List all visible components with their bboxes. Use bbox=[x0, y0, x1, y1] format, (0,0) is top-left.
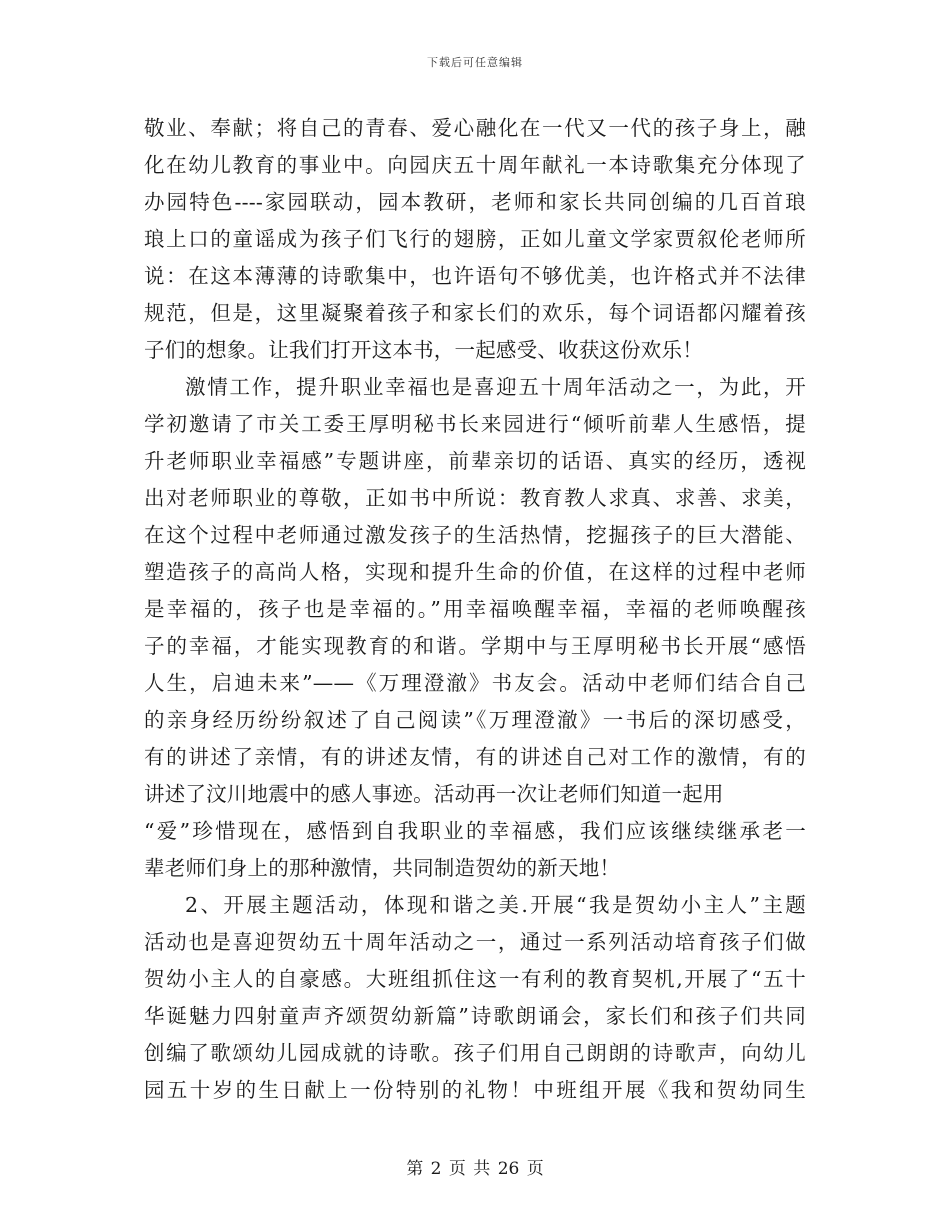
text-line: 辈老师们身上的那种激情，共同制造贺幼的新天地！ bbox=[144, 856, 621, 880]
text-line: 说：在这本薄薄的诗歌集中，也许语句不够优美，也许格式并不法律 bbox=[144, 264, 806, 288]
text-line: 办园特色----家园联动，园本教研，老师和家长共同创编的几百首琅 bbox=[144, 190, 806, 214]
text-line: 有的讲述了亲情，有的讲述友情，有的讲述自己对工作的激情，有的 bbox=[144, 745, 806, 769]
text-line: 子们的想象。让我们打开这本书，一起感受、收获这份欢乐！ bbox=[144, 338, 703, 362]
text-line: 学初邀请了市关工委王厚明秘书长来园进行“倾听前辈人生感悟，提 bbox=[144, 412, 806, 436]
page-header: 下载后可任意编辑 bbox=[427, 56, 523, 69]
text-line: 琅上口的童谣成为孩子们飞行的翅膀，正如儿童文学家贾叙伦老师所 bbox=[144, 227, 806, 251]
text-line: 塑造孩子的高尚人格，实现和提升生命的价值，在这样的过程中老师 bbox=[144, 560, 806, 584]
text-line: 规范，但是，这里凝聚着孩子和家长们的欢乐，每个词语都闪耀着孩 bbox=[144, 301, 806, 325]
text-line: 化在幼儿教育的事业中。向园庆五十周年献礼一本诗歌集充分体现了 bbox=[144, 153, 806, 177]
text-line: 子的幸福，才能实现教育的和谐。学期中与王厚明秘书长开展“感悟 bbox=[144, 634, 806, 658]
text-line: 华诞魅力四射童声齐颂贺幼新篇”诗歌朗诵会，家长们和孩子们共同 bbox=[144, 1004, 806, 1028]
text-line: 的亲身经历纷纷叙述了自己阅读”《万理澄澈》一书后的深切感受， bbox=[144, 708, 806, 732]
text-line: 在这个过程中老师通过激发孩子的生活热情，挖掘孩子的巨大潜能、 bbox=[144, 523, 806, 547]
text-line: 出对老师职业的尊敬，正如书中所说：教育教人求真、求善、求美， bbox=[144, 486, 806, 510]
page-footer: 第 2 页 共 26 页 bbox=[406, 1159, 544, 1179]
text-line: 人生，启迪未来”——《万理澄澈》书友会。活动中老师们结合自己 bbox=[144, 671, 806, 695]
text-line: 敬业、奉献；将自己的青春、爱心融化在一代又一代的孩子身上，融 bbox=[144, 116, 806, 140]
text-line: 活动也是喜迎贺幼五十周年活动之一，通过一系列活动培育孩子们做 bbox=[144, 930, 806, 954]
text-line: 升老师职业幸福感”专题讲座，前辈亲切的话语、真实的经历，透视 bbox=[144, 449, 806, 473]
text-line: 创编了歌颂幼儿园成就的诗歌。孩子们用自己朗朗的诗歌声，向幼儿 bbox=[144, 1041, 806, 1065]
text-line: 激情工作，提升职业幸福也是喜迎五十周年活动之一，为此，开 bbox=[185, 375, 806, 399]
text-line: 是幸福的，孩子也是幸福的。”用幸福唤醒幸福，幸福的老师唤醒孩 bbox=[144, 597, 806, 621]
body-text bbox=[144, 110, 806, 1109]
text-line: “爱”珍惜现在，感悟到自我职业的幸福感，我们应该继续继承老一 bbox=[144, 819, 806, 843]
text-line: 园五十岁的生日献上一份特别的礼物！中班组开展《我和贺幼同生 bbox=[144, 1078, 806, 1102]
text-line: 贺幼小主人的自豪感。大班组抓住这一有利的教育契机,开展了“五十 bbox=[144, 967, 806, 991]
text-line: 2、开展主题活动，体现和谐之美.开展“我是贺幼小主人”主题 bbox=[185, 893, 806, 917]
text-line: 讲述了汶川地震中的感人事迹。活动再一次让老师们知道一起用 bbox=[144, 782, 724, 806]
